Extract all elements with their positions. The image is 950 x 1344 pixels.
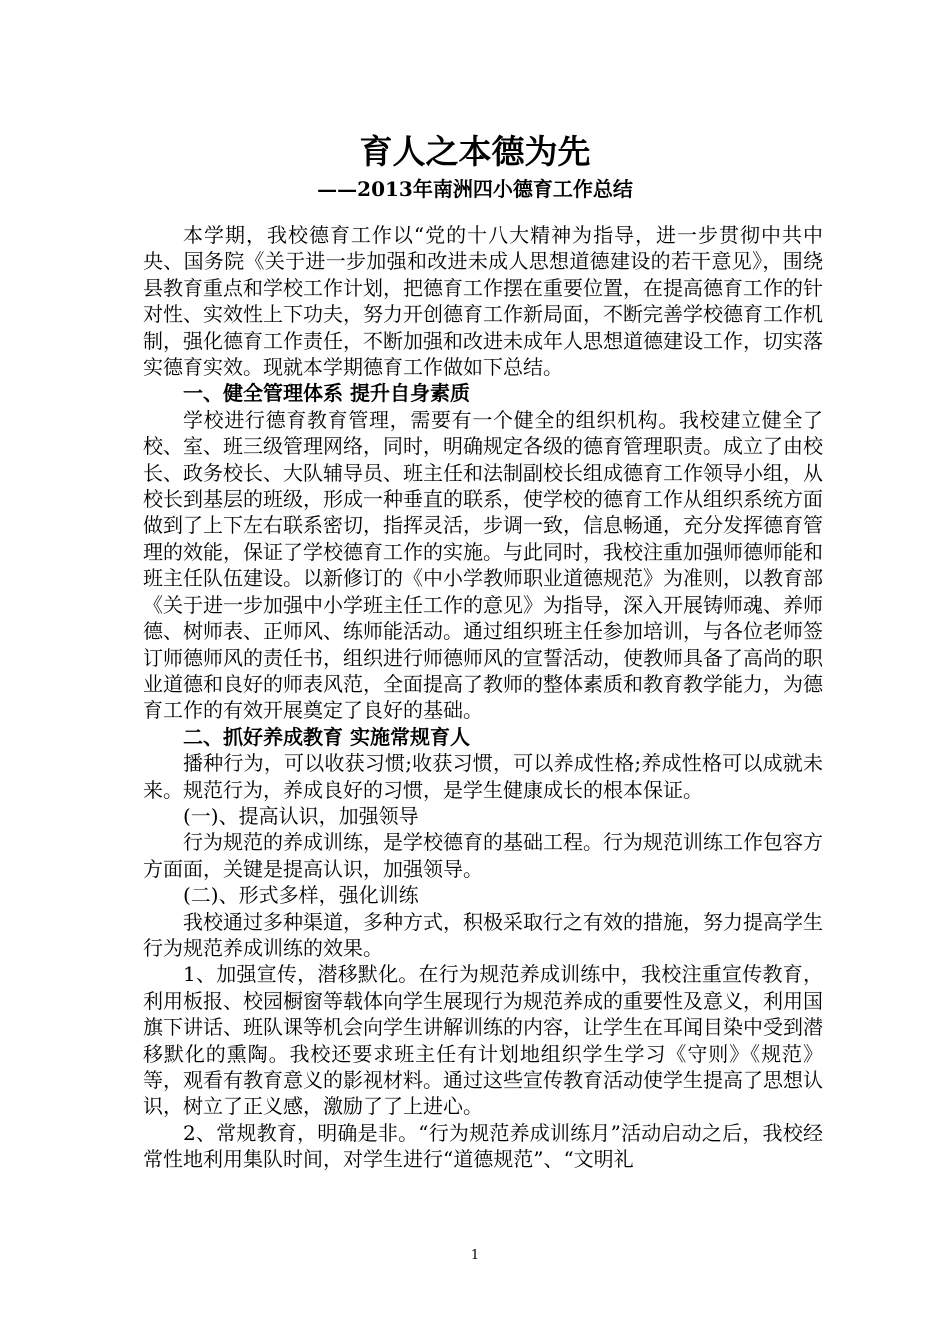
document-subtitle: ——2013年南洲四小德育工作总结 — [317, 177, 633, 201]
paragraph: 学校进行德育教育管理，需要有一个健全的组织机构。我校建立健全了校、室、班三级管理网络，同时，明确规定各级的德育管理职责。成立了由校长、政务校长、大队辅导员、班主任和法制副校长组成德育工作领导小组，从校长到基层的班级，形成一种垂直的联系，使学校的德育工作从组织系统方面做到了上下左右联系密切，指挥灵活，步调一致，信息畅通，充分发挥德育管理的效能，保证了学校德育工作的实施。与此同时，我校注重加强师德师能和班主任队伍建设。以新修订的《中小学教师职业道德规范》为准则，以教育部《关于进一步加强中小学班主任工作的意见》为指导，深入开展铸师魂、养师德、树师表、正师风、练师能活动。通过组织班主任参加培训，与各位老师签订师德师风的责任书，组织进行师德师风的宣誓活动，使教师具备了高尚的职业道德和良好的师表风范，全面提高了教师的整体素质和教育教学能力，为德育工作的有效开展奠定了良好的基础。 — [143, 407, 823, 723]
subsection-heading: (二)、形式多样，强化训练 — [183, 883, 419, 908]
paragraph: 行为规范的养成训练，是学校德育的基础工程。行为规范训练工作包容方方面面，关键是提高认识，加强领导。 — [143, 830, 823, 881]
paragraph: 播种行为，可以收获习惯;收获习惯，可以养成性格;养成性格可以成就未来。规范行为，养成良好的习惯，是学生健康成长的根本保证。 — [143, 751, 823, 802]
page-number: 1 — [470, 1248, 480, 1263]
subsection-heading: (一)、提高认识，加强领导 — [183, 803, 419, 828]
paragraph: 我校通过多种渠道，多种方式，积极采取行之有效的措施，努力提高学生行为规范养成训练的效果。 — [143, 909, 823, 960]
paragraph: 本学期，我校德育工作以“党的十八大精神为指导，进一步贯彻中共中央、国务院《关于进一步加强和改进未成人思想道德建设的若干意见》，围绕县教育重点和学校工作计划，把德育工作摆在重要位置，在提高德育工作的针对性、实效性上下功夫，努力开创德育工作新局面，不断完善学校德育工作机制，强化德育工作责任，不断加强和改进未成年人思想道德建设工作，切实落实德育实效。现就本学期德育工作做如下总结。 — [143, 223, 823, 380]
document-body — [143, 222, 823, 1173]
section-heading: 二、抓好养成教育 实施常规育人 — [183, 724, 470, 749]
paragraph: 2、常规教育，明确是非。“行为规范养成训练月”活动启动之后，我校经常性地利用集队时间，对学生进行“道德规范”、“文明礼 — [143, 1120, 823, 1172]
paragraph: 1、加强宣传，潜移默化。在行为规范养成训练中，我校注重宣传教育，利用板报、校园橱窗等载体向学生展现行为规范养成的重要性及意义，利用国旗下讲话、班队课等机会向学生讲解训练的内容，让学生在耳闻目染中受到潜移默化的熏陶。我校还要求班主任有计划地组织学生学习《守则》《规范》等，观看有教育意义的影视材料。通过这些宣传教育活动使学生提高了思想认识，树立了正义感，激励了了上进心。 — [143, 962, 823, 1119]
document-title: 育人之本德为先 — [359, 132, 591, 171]
section-heading: 一、健全管理体系 提升自身素质 — [183, 381, 470, 406]
